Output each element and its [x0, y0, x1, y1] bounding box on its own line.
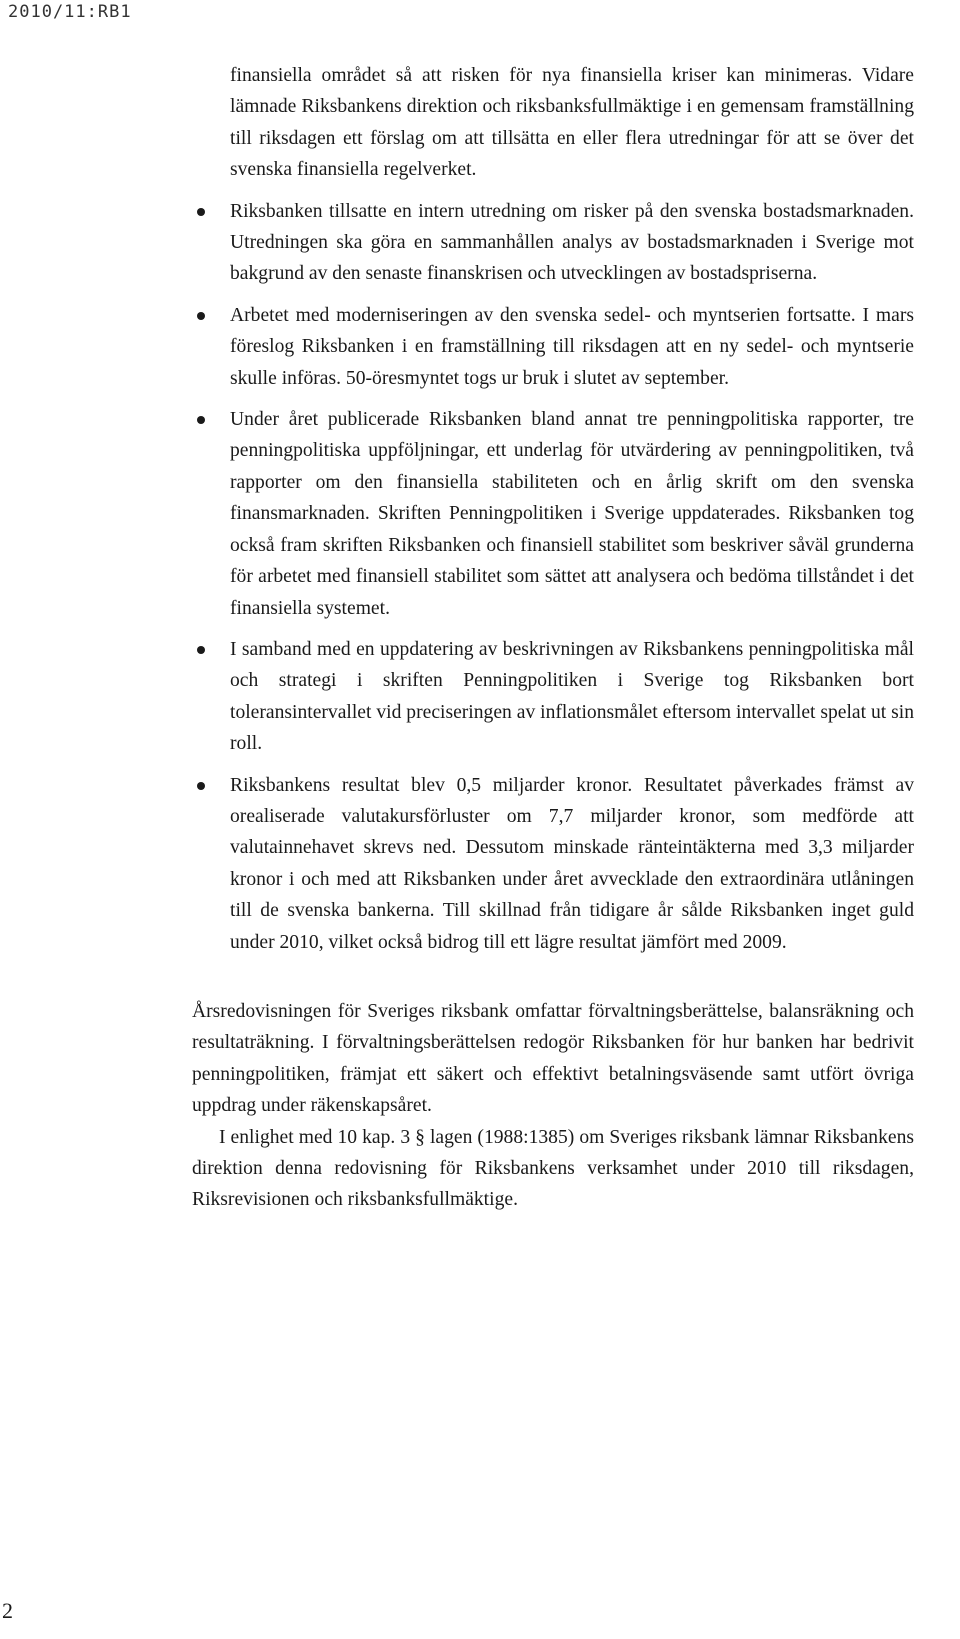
bullet-text: I samband med en uppdatering av beskrivningen av Riksbankens penningpolitiska mål och strategi i skriften Penningpolitiken i Sverige tog Riksbanken bort toleransintervallet vid preciseringen av inflationsmålet eftersom intervallet spelat ut sin roll.: [230, 638, 914, 755]
bullet-text: Riksbankens resultat blev 0,5 miljarder kronor. Resultatet påverkades främst av orealiserade valutakursförluster om 7,7 miljarder kronor, som medförde att valutainnehavet skrevs ned. Dessutom minskade ränteintäkterna med 3,3 miljarder kronor i och med att Riksbanken under året avvecklade den extraordinära utlåningen till de svenska bankerna. Till skillnad från tidigare år sålde Riksbanken inget guld under 2010, vilket också bidrog till ett lägre resultat jämfört med 2009.: [230, 774, 914, 953]
paragraph-legal-basis: I enlighet med 10 kap. 3 § lagen (1988:1385) om Sveriges riksbank lämnar Riksbankens direktion denna redovisning för Riksbankens verksamhet under 2010 till riksdagen, Riksrevisionen och riksbanksfullmäktige.: [192, 1126, 914, 1211]
document-code: 2010/11:RB1: [8, 2, 132, 22]
bullet-text: Arbetet med moderniseringen av den svenska sedel- och myntserien fortsatte. I mars föreslog Riksbanken i en framställning till riksdagen att en ny sedel- och myntserie skulle införas. 50-öresmyntet togs ur bruk i slutet av september.: [230, 304, 914, 389]
bullet-item: [192, 634, 914, 760]
continued-list-text: finansiella området så att risken för nya finansiella kriser kan minimeras. Vidare lämnade Riksbankens direktion och riksbanksfullmäktige i en gemensam framställning till riksdagen ett förslag om att tillsätta en eller flera utredningar för att se över det svenska finansiella regelverket.: [230, 65, 914, 181]
bullet-dot-icon: [197, 646, 205, 654]
bullet-item: [192, 404, 914, 624]
bullet-dot-icon: [197, 782, 205, 790]
main-content: [192, 60, 914, 1216]
bullet-item: [192, 196, 914, 290]
paragraph-annual-report: Årsredovisningen för Sveriges riksbank omfattar förvaltningsberättelse, balansräkning och resultaträkning. I förvaltningsberättelsen redogör Riksbanken för hur banken har bedrivit penningpolitiken, främjat ett säkert och effektivt betalningsväsende samt utfört övriga uppdrag under räkenskapsåret.: [192, 1000, 914, 1117]
bullet-text: Riksbanken tillsatte en intern utredning om risker på den svenska bostadsmarknaden. Utredningen ska göra en sammanhållen analys av bostadsmarknaden i Sverige mot bakgrund av den senaste finanskrisen och utvecklingen av bostadspriserna.: [230, 200, 914, 285]
page-number: 2: [2, 1598, 13, 1623]
bullet-dot-icon: [197, 208, 205, 216]
bullet-item: [192, 300, 914, 394]
bullet-dot-icon: [197, 416, 205, 424]
bullet-list: [192, 196, 914, 958]
bullet-item: [192, 770, 914, 958]
bullet-dot-icon: [197, 312, 205, 320]
bullet-text: Under året publicerade Riksbanken bland annat tre penningpolitiska rapporter, tre penningpolitiska uppföljningar, ett underlag för utvärdering av penningpolitiken, två rapporter om den finansiella stabiliteten och en årlig skrift om den svenska finansmarknaden. Skriften Penningpolitiken i Sverige uppdaterades. Riksbanken tog också fram skriften Riksbanken och finansiell stabilitet som beskriver såväl grunderna för arbetet med finansiell stabilitet som sättet att analysera och bedöma tillståndet i det finansiella systemet.: [230, 409, 914, 619]
